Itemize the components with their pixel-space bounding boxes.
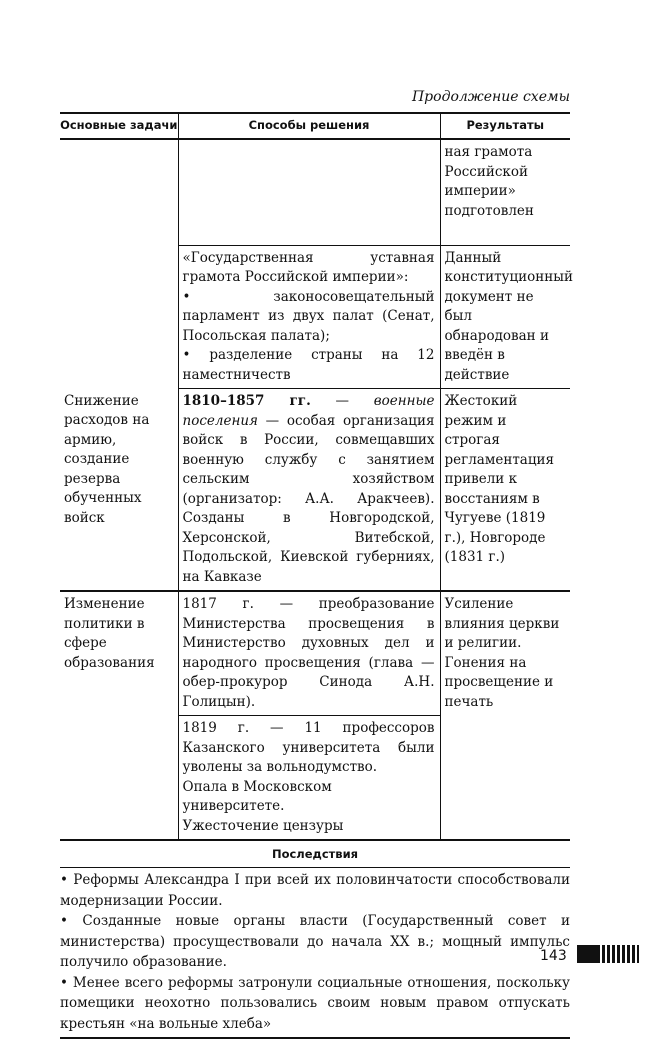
- result-cell: Усиление влияния церкви и религии. Гонения на просвещение и печать: [440, 591, 570, 840]
- method-text: — особая организация войск в России, совмещавших военную службу с занятием сельским хозяйством (организатор: А.А. Аракчеев). Созданы в Новгородской, Херсонской, Витебской, Подольской, Киевской губерниях, на Кавказе: [182, 412, 435, 585]
- method-line: 1819 г. — 11 профессоров Казанского университета были уволены за вольнодумство.: [182, 720, 435, 775]
- page-marker-block: [577, 945, 599, 963]
- consequences-title: Последствия: [271, 847, 359, 861]
- consequences-list: [60, 867, 570, 1039]
- method-cell: [178, 716, 440, 841]
- method-cell-empty: [178, 139, 440, 245]
- task-cell: Изменение политики в сфере образования: [64, 596, 155, 671]
- task-cell-empty: [60, 139, 178, 389]
- method-term: военные поселения: [182, 393, 435, 429]
- method-dash: —: [310, 393, 374, 409]
- table-row: [60, 389, 570, 592]
- method-line: Опала в Московском университете.: [182, 778, 332, 814]
- continuation-title: Продолжение схемы: [411, 89, 570, 105]
- result-cell: Данный конституционный документ не был обнародован и введён в действие: [440, 245, 570, 389]
- reform-table: [60, 112, 574, 1039]
- header-methods: Способы решения: [178, 113, 440, 139]
- method-date: 1810–1857 гг.: [182, 393, 311, 409]
- method-line: «Государственная уставная грамота Российской империи»:: [182, 249, 435, 285]
- consequences-section: [60, 840, 570, 1039]
- result-cell: Жестокий режим и строгая регламентация привели к восстаниям в Чугуеве (1819 г.), Новгороде (1831 г.): [440, 389, 570, 592]
- method-cell: 1817 г. — преобразование Министерства просвещения в Министерство духовных дел и народного просвещения (глава — обер-прокурор Синода А.Н. Голицын).: [178, 591, 440, 716]
- list-item: • Менее всего реформы затронули социальные отношения, поскольку помещики неохотно пользовались своим новым правом отпускать крестьян «на вольные хлеба»: [60, 974, 570, 1032]
- method-cell: [178, 245, 440, 389]
- table-row: [60, 591, 570, 716]
- table-row: [60, 139, 570, 245]
- page-number: 143: [540, 948, 567, 964]
- consequences-row: [60, 840, 570, 1039]
- result-cell: ная грамота Российской империи» подготовлен: [440, 139, 570, 245]
- task-cell: Снижение расходов на армию, создание резерва обученных войск: [60, 389, 178, 592]
- list-item: • Созданные новые органы власти (Государственный совет и министерства) просуществовали до начала XX в.; мощный импульс получило образование.: [60, 913, 570, 970]
- table-header-row: [60, 113, 570, 139]
- method-line: Ужесточение цензуры: [182, 817, 344, 834]
- method-line: • разделение страны на 12 наместничеств: [182, 347, 435, 383]
- list-item: • Реформы Александра I при всей их половинчатости способствовали модернизации России.: [60, 872, 570, 909]
- header-results: Результаты: [440, 113, 570, 139]
- header-tasks: Основные задачи: [60, 113, 178, 139]
- method-line: • законосовещательный парламент из двух палат (Сенат, Посольская палата);: [182, 288, 435, 344]
- method-cell: [178, 389, 440, 592]
